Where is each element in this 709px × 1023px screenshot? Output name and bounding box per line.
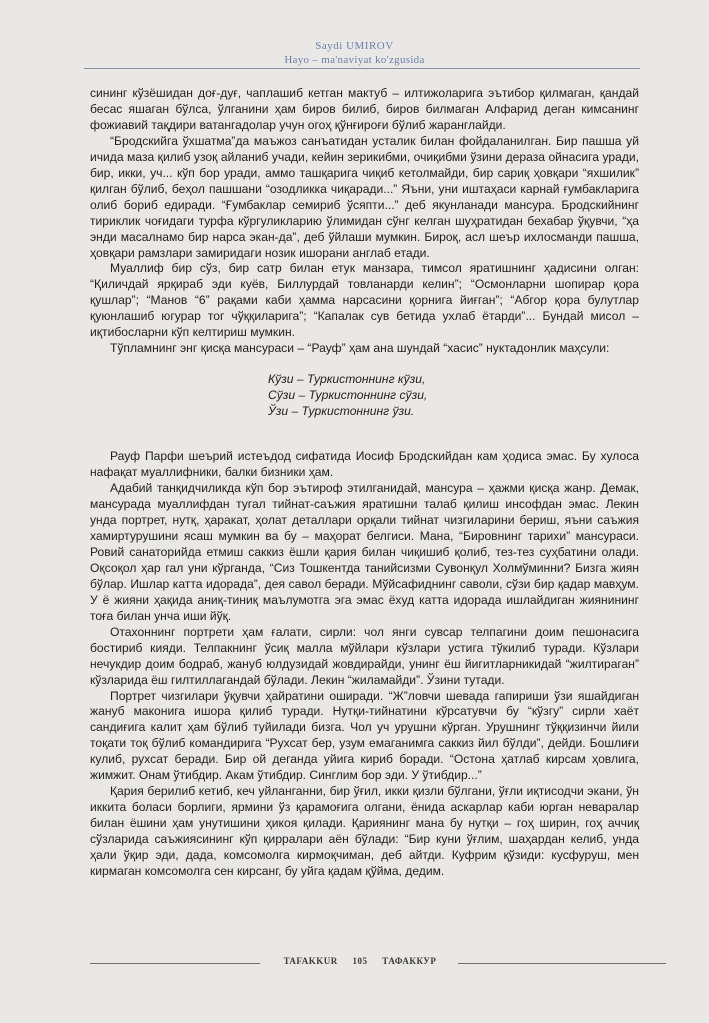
footer-magazine-cyrillic: ТАФАККУР	[382, 956, 437, 966]
footer-rule-right	[458, 963, 666, 964]
paragraph-9: Қария берилиб кетиб, кеч уйланганни, бир ўғил, икки қизли бўлгани, ўғли иқтисодчи экани, ўн иккита боласи борлиги, ярмини ўз қарамоғига олгани, ёнида аскарлар каби юрган неваралар билан ёшини ҳам унутишини ҳикоя қилади. Қариянинг мана бу нутқи – гоҳ ширин, гоҳ аччиқ сўзларида саъжиясининг кўп қирралари аён бўлади: “Бир куни ўғлим, шаҳардан келиб, унда ҳали ўқир эди, дада, комсомолга кирмоқчиман, деб айтди. Куфрим қўзиди: кусфуруш, мен кирмаган комсомолга сен кирсанг, бу уйга қадам қўйма, дедим.	[90, 784, 639, 878]
poem-line-1: Кўзи – Туркистоннинг кўзи,	[268, 372, 426, 387]
paragraph-7: Отахоннинг портрети ҳам ғалати, сирли: чол янги сувсар телпагини доим пешонасига бостириб кияди. Телпакнинг ўсиқ малла мўйлари кўзлари устига тўкилиб туради. Кўзлари нечукдир доим бодраб, жануб юлдузидай жовдирайди, унинг ёш йигитларникидай “жилтираган” кўзларида ёш гилтиллагандай бўлади. Лекин “жиламайди”. Ўзини тутади.	[90, 624, 639, 687]
running-header	[0, 40, 709, 66]
header-divider	[84, 68, 640, 69]
header-title: Hayo – ma'naviyat ko'zgusida	[284, 54, 425, 66]
page-footer	[0, 956, 709, 970]
footer-text	[270, 956, 450, 966]
poem-line-2: Сўзи – Туркистоннинг сўзи,	[268, 388, 428, 403]
paragraph-4: Тўпламнинг энг қисқа мансураси – “Рауф” ҳам ана шундай “хасис” нуктадонлик маҳсули:	[110, 341, 610, 356]
article-body	[90, 86, 639, 880]
paragraph-3: Муаллиф бир сўз, бир сатр билан етук манзара, тимсол яратишнинг ҳадисини олган: “Қиличдай ярқираб эди куёв, Биллурдай товланарди келин”; “Осмонларни шопирар қора қушлар”; “Манов “6” рақами каби ҳамма нарсасини қорнига йиғган”; “Абгор қора булутлар қуюнлашиб югурар тог чўққиларига”; “Капалак сув бетида ухлаб ётарди”... Бундай мисол – иқтибосларни кўп келтириш мумкин.	[90, 261, 639, 340]
header-author: Saydi UMIROV	[315, 40, 394, 52]
footer-magazine-latin: TAFAKKUR	[283, 956, 338, 966]
poem-line-3: Ўзи – Туркистоннинг ўзи.	[268, 404, 415, 419]
paragraph-8: Портрет чизгилари ўқувчи ҳайратини оширади. “Ж”ловчи шевада гапириши ўзи яшайдиган жануб маконига ишора қилиб туради. Нутқи-тийнатини кўрсатувчи бу “кўзгу” сирли хаёт сандиғига калит ҳам бўлиб туйилади бизга. Чол уч урушни кўрган. Урушнинг тўққизинчи йили тоқати тоқ бўлиб командирига “Рухсат бер, узум емаганимга саккиз йил бўлди”, дейди. Бошлиғи кулиб, рухсат беради. Бир ой деганда уйига кириб боради. “Остона ҳатлаб кирсам ҳовлига, жимжит. Онам ўтибдир. Акам ўтибдир. Синглим бор эди. У ўтибдир...”	[90, 688, 639, 783]
footer-rule-left	[90, 963, 260, 964]
paragraph-5: Рауф Парфи шеърий истеъдод сифатида Иосиф Бродскийдан кам ҳодиса эмас. Бу хулоса нафақат муаллифники, балки бизники ҳам.	[90, 449, 639, 480]
paragraph-1: сининг кўзёшидан доғ-дуғ, чаплашиб кетган мактуб – илтижоларига эътибор қилмаган, қандай бесас яшаган бўлса, ўлганини ҳам биров билиб, биров билмаган Алфарид деган кимсанинг фожиавий тақдири ватангадолар учун огоҳ қўнғироғи бўлиб жаранглайди.	[90, 86, 639, 132]
page-number: 105	[352, 956, 368, 966]
paragraph-2: “Бродскийга ўхшатма”да маъжоз санъатидан усталик билан фойдаланилган. Бир пашша уй ичида маза қилиб узоқ айланиб учади, кейин зерикибми, очиқибми ўзини дераза ойнасига уради, бир, икки, уч... кўп бор уради, аммо ташқарига чиқиб кетолмайди, бир сариқ ҳовқари “яхшилик” қилган бўлиб, беҳол пашшани “озодликка чиқаради...” Яъни, уни иштаҳаси карнай ғумбакларига олиб бориб едиради. “Ғумбаклар семириб ўсяпти...” деб якунланади мансура. Бродскийнинг тириклик чоғидаги турфа кўргуликларию ўлимидан сўнг келган шуҳратидан бехабар ўқувчи, “ҳа энди масалнамо бир нарса экан-да”, деб ўйлаши мумкин. Бироқ, асл шеър ихлосманди пашша, ҳовқари рамзлари замиридаги нозик ишорани англаб етади.	[90, 133, 639, 260]
poem-quote	[268, 371, 639, 419]
paragraph-6: Адабий танқидчиликда кўп бор эътироф этилганидай, мансура – ҳажми қисқа жанр. Демак, мансурада муаллифдан тугал тийнат-саъжия яратишни талаб қилиш инсофдан эмас. Лекин унда портрет, нутқ, ҳаракат, ҳолат деталлари орқали тийнат чизгиларини бериш, яъни саъжия хамиртурушини ясаш мумкин ва бу – маҳорат белгиси. Мана, “Бировнинг тарихи” мансураси. Ровий санаторийда етмиш саккиз ёшли қария билан чиқишиб қолиб, тез-тез суҳбатини олади. Оқсоқол ҳар гал уни кўрганда, “Сиз Тошкентда танийсизми Сувонқул Холмўминни? Бизга жиян бўлар. Ишлар катта идорада”, дея савол беради. Мўйсафиднинг саволи, сўзи бир қадар мавҳум. У ё жияни ҳақида аниқ-тиниқ маълумотга эга эмас ёхуд катта идорада ишлайдиган жиянининг тоға билан унча иши йўқ.	[90, 481, 639, 623]
